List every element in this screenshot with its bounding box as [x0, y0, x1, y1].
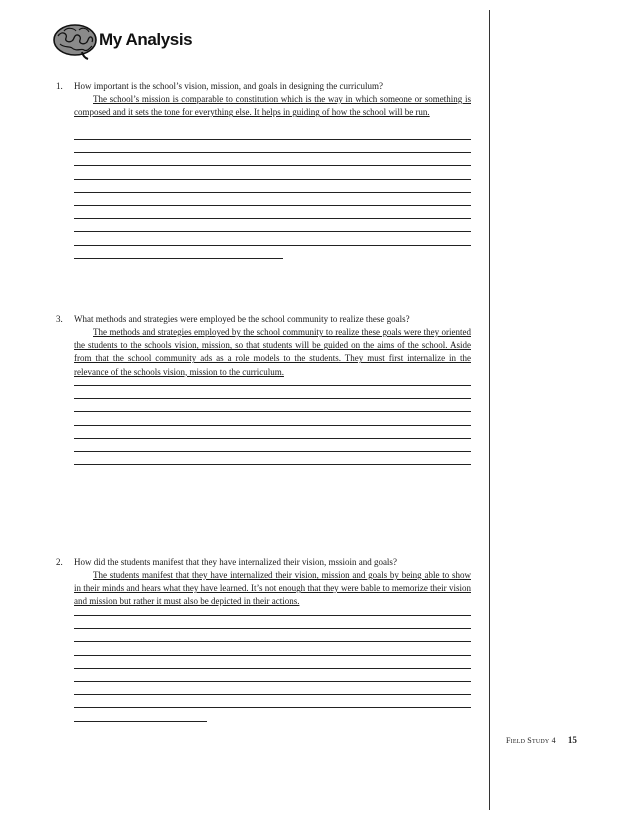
answer-line	[74, 641, 471, 642]
answer-text: The school’s mission is comparable to constitution which is the way in which someone or something is composed and it sets the tone for everything else. It helps in guiding of how the school will be run.	[74, 94, 471, 118]
answer-line	[74, 681, 471, 682]
answer-line	[74, 425, 471, 426]
question-number: 1.	[56, 81, 63, 91]
question-text: What methods and strategies were employed be the school community to realize these goals?	[74, 314, 410, 324]
answer-line	[74, 411, 471, 412]
page-footer	[506, 735, 577, 745]
answer-line	[74, 231, 471, 232]
answer-line	[74, 628, 471, 629]
answer-line	[74, 398, 471, 399]
answer-line	[74, 192, 471, 193]
answer-line	[74, 655, 471, 656]
answer-text: The methods and strategies employed by the school community to realize these goals were they oriented the students to the schools vision, mission, so that students will be guided on the aims of the school. Aside from that the school community ads as a role models to the students. They must first internalize in the relevance of the schools vision, mission to the curriculum.	[74, 327, 471, 377]
answer-line	[74, 615, 471, 616]
answer-line	[74, 179, 471, 180]
answer-line	[74, 258, 283, 259]
answer-line	[74, 721, 207, 722]
question-text: How did the students manifest that they have internalized their vision, mssioin and goals?	[74, 557, 397, 567]
answer-lines	[74, 385, 471, 477]
course-label: Field Study 4	[506, 736, 556, 745]
answer-lines	[74, 615, 471, 734]
answer-line	[74, 205, 471, 206]
answer-line	[74, 218, 471, 219]
question-text: How important is the school’s vision, mission, and goals in designing the curriculum?	[74, 81, 383, 91]
question-number: 2.	[56, 557, 63, 567]
answer-line	[74, 694, 471, 695]
answer-lines	[74, 139, 471, 271]
answer-line	[74, 139, 471, 140]
answer-line	[74, 438, 471, 439]
page-number: 15	[567, 735, 577, 745]
answer-line	[74, 707, 471, 708]
page-margin-rule	[489, 10, 490, 810]
answer-text: The students manifest that they have internalized their vision, mission and goals by being able to show in their minds and hears what they have learned. It’s not enough that they were bable to memorize their vision and mission but rather it must also be depicted in their actions.	[74, 570, 471, 607]
answer-line	[74, 451, 471, 452]
answer-line	[74, 152, 471, 153]
page-title: My Analysis	[99, 30, 193, 49]
answer-line	[74, 245, 471, 246]
question-number: 3.	[56, 314, 63, 324]
answer-line	[74, 464, 471, 465]
answer-line	[74, 385, 471, 386]
answer-line	[74, 668, 471, 669]
answer-line	[74, 165, 471, 166]
brain-icon	[52, 22, 98, 60]
